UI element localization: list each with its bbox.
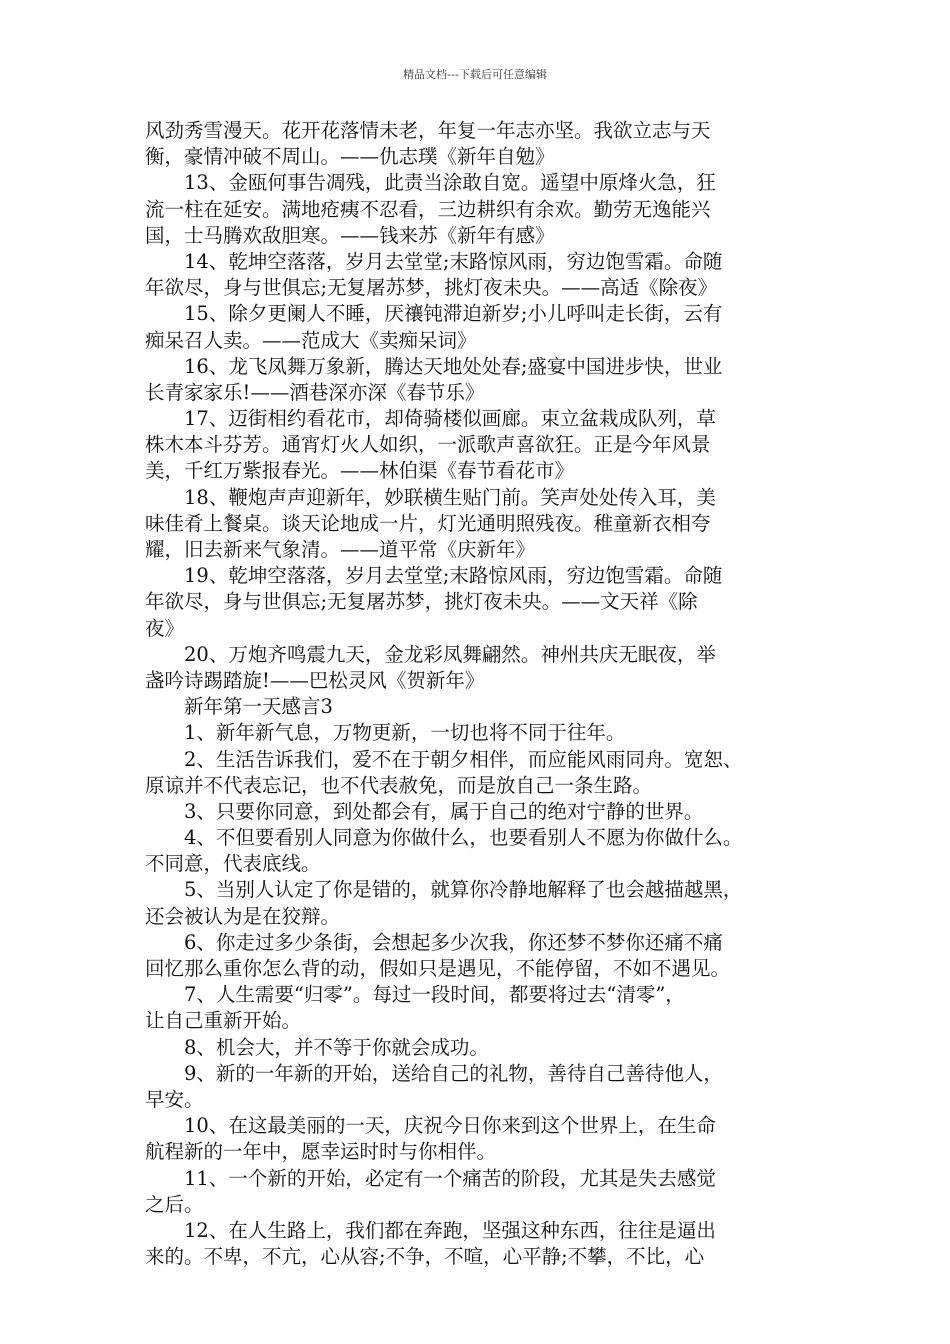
text-line: 17、迈街相约看花市，却倚骑楼似画廊。束立盆栽成队列，草 (145, 407, 716, 431)
text-line: 新年第一天感言3 (145, 695, 333, 719)
text-line: 20、万炮齐鸣震九天，金龙彩凤舞翩然。神州共庆无眠夜，举 (145, 642, 716, 666)
text-line: 13、金瓯何事告凋残，此责当涂敢自宽。遥望中原烽火急，狂 (145, 171, 716, 195)
text-line: 18、鞭炮声声迎新年，妙联横生贴门前。笑声处处传入耳，美 (145, 485, 716, 509)
text-line: 10、在这最美丽的一天，庆祝今日你来到这个世界上，在生命 (145, 1114, 716, 1138)
text-line: 夜》 (145, 616, 185, 640)
text-line: 衡，豪情冲破不周山。——仇志璞《新年自勉》 (145, 145, 555, 169)
text-line: 原谅并不代表忘记，也不代表赦免，而是放自己一条生路。 (145, 773, 653, 797)
text-line: 1、新年新气息，万物更新，一切也将不同于往年。 (145, 721, 626, 745)
text-line: 航程新的一年中，愿幸运时时与你相伴。 (145, 1140, 497, 1164)
text-line: 早安。 (145, 1087, 204, 1111)
text-line: 6、你走过多少条街，会想起多少次我，你还梦不梦你还痛不痛 (145, 930, 723, 954)
text-line: 不同意，代表底线。 (145, 852, 321, 876)
text-line: 14、乾坤空落落，岁月去堂堂;末路惊风雨，穷边饱雪霜。命随 (145, 249, 723, 273)
text-line: 7、人生需要“归零”。每过一段时间，都要将过去“清零”， (145, 983, 685, 1007)
text-line: 年欲尽，身与世俱忘;无复屠苏梦，挑灯夜未央。——高适《除夜》 (145, 276, 718, 300)
text-line: 痴呆召人卖。——范成大《卖痴呆词》 (145, 328, 477, 352)
text-line: 9、新的一年新的开始，送给自己的礼物，善待自己善待他人， (145, 1061, 723, 1085)
text-line: 来的。不卑，不亢，心从容;不争，不喧，心平静;不攀，不比，心 (145, 1245, 705, 1269)
text-line: 盏吟诗踢踏旋!——巴松灵风《贺新年》 (145, 668, 485, 692)
document-body (145, 118, 809, 1270)
text-line: 2、生活告诉我们，爱不在于朝夕相伴，而应能风雨同舟。宽恕、 (145, 747, 743, 771)
page-header: 精品文档---下载后可任意编辑 (403, 68, 547, 81)
text-line: 5、当别人认定了你是错的，就算你冷静地解释了也会越描越黑， (145, 878, 743, 902)
text-line: 流一柱在延安。满地疮痍不忍看，三边耕织有余欢。勤劳无逸能兴 (145, 197, 711, 221)
text-line: 3、只要你同意，到处都会有，属于自己的绝对宁静的世界。 (145, 799, 704, 823)
text-line: 株木本斗芬芳。通宵灯火人如织，一派歌声喜欲狂。正是今年风景 (145, 433, 711, 457)
text-line: 12、在人生路上，我们都在奔跑，坚强这种东西，往往是逼出 (145, 1218, 716, 1242)
text-line: 回忆那么重你怎么背的动，假如只是遇见，不能停留，不如不遇见。 (145, 957, 731, 980)
text-line: 味佳肴上餐桌。谈天论地成一片，灯光通明照残夜。稚童新衣相夸 (145, 511, 711, 535)
text-line: 长青家家乐!——酒巷深亦深《春节乐》 (145, 380, 485, 404)
text-line: 风劲秀雪漫天。花开花落情未老，年复一年志亦坚。我欲立志与天 (145, 119, 711, 142)
text-line: 11、一个新的开始，必定有一个痛苦的阶段，尤其是失去感觉 (145, 1166, 716, 1190)
text-line: 还会被认为是在狡辩。 (145, 904, 341, 928)
text-line: 国，士马腾欢敌胆寒。——钱来苏《新年有感》 (145, 223, 555, 247)
text-line: 之后。 (145, 1192, 204, 1216)
text-line: 8、机会大，并不等于你就会成功。 (145, 1035, 489, 1059)
text-line: 让自己重新开始。 (145, 1009, 302, 1033)
text-line: 16、龙飞凤舞万象新，腾达天地处处春;盛宴中国进步快，世业 (145, 354, 723, 378)
text-line: 年欲尽，身与世俱忘;无复屠苏梦，挑灯夜未央。——文天祥《除 (145, 590, 698, 614)
text-line: 耀，旧去新来气象清。——道平常《庆新年》 (145, 538, 536, 561)
text-line: 15、除夕更阑人不睡，厌禳钝滞迫新岁;小儿呼叫走长街，云有 (145, 302, 723, 326)
text-line: 美，千红万紫报春光。——林伯渠《春节看花市》 (145, 459, 575, 483)
text-line: 19、乾坤空落落，岁月去堂堂;末路惊风雨，穷边饱雪霜。命随 (145, 564, 723, 588)
text-line: 4、不但要看别人同意为你做什么，也要看别人不愿为你做什么。 (145, 826, 743, 850)
